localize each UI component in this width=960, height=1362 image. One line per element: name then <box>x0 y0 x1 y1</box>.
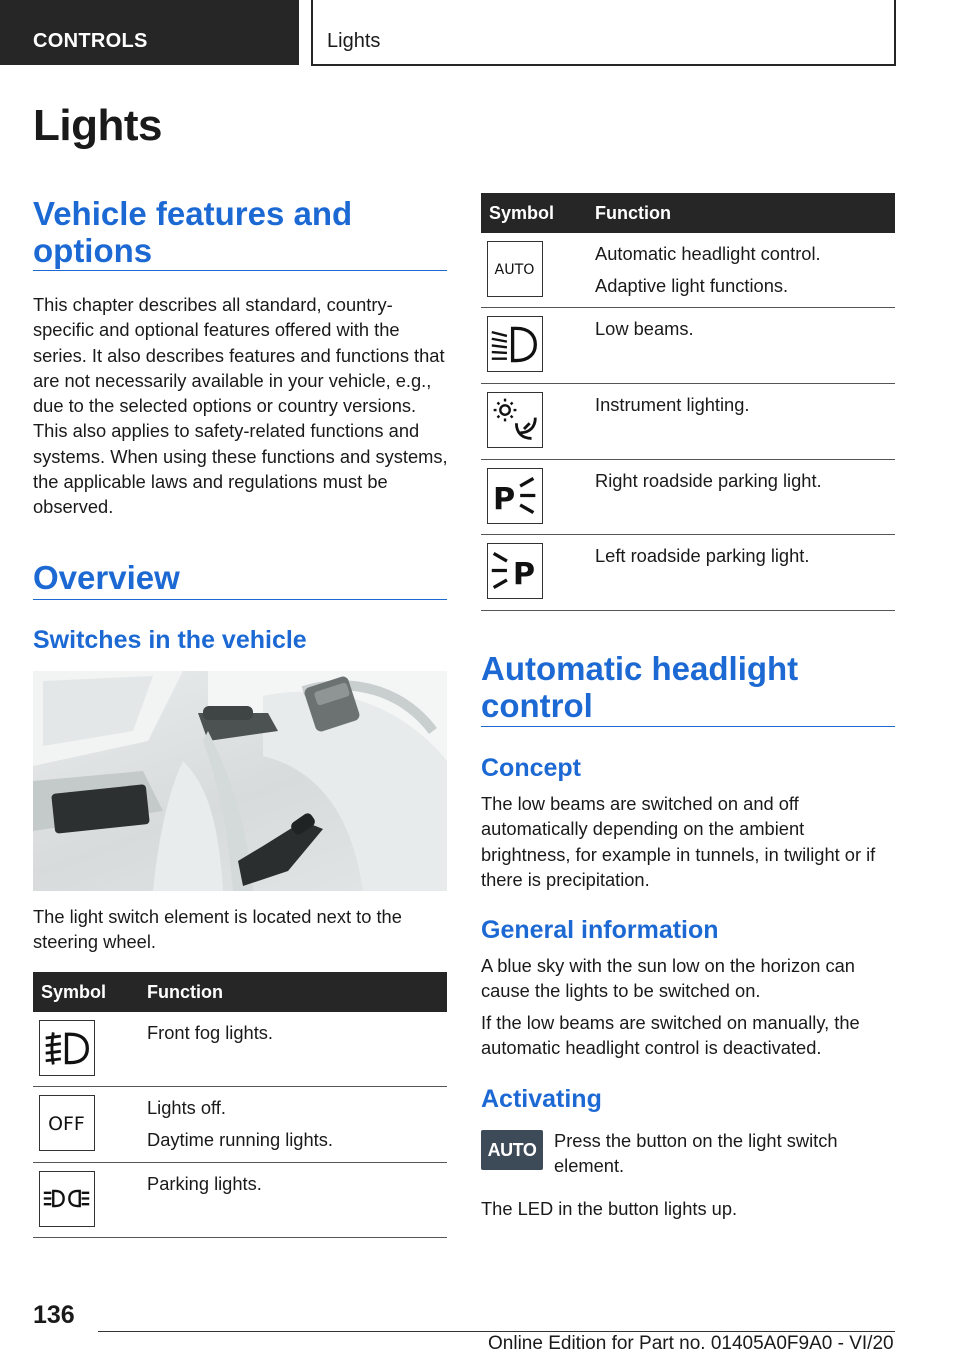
function-text: Instrument lighting. <box>595 394 750 415</box>
heading-automatic-headlight: Automatic headlight control <box>481 650 799 724</box>
low-beams-icon <box>487 316 543 372</box>
left-parking-light-icon <box>487 543 543 599</box>
function-text: Front fog lights. <box>147 1022 273 1043</box>
front-fog-lights-icon <box>39 1020 95 1076</box>
footer-edition: Online Edition for Part no. 01405A0F9A0 - VI/20 <box>488 1333 894 1354</box>
right-parking-light-icon <box>487 468 543 524</box>
page-title: Lights <box>33 101 162 150</box>
function-text: Low beams. <box>595 318 694 339</box>
heading-rule <box>33 270 447 271</box>
heading-switches: Switches in the vehicle <box>33 626 307 654</box>
heading-vehicle-features: Vehicle features and options <box>33 195 353 269</box>
function-text: Left roadside parking light. <box>595 545 810 566</box>
table-row <box>481 535 895 611</box>
heading-activating: Activating <box>481 1085 602 1113</box>
footer-rule <box>98 1331 895 1332</box>
table-row <box>481 233 895 308</box>
table-row <box>481 308 895 384</box>
table-row <box>33 1087 447 1163</box>
function-text: Daytime running lights. <box>147 1129 333 1150</box>
photo-caption: The light switch element is located next to the steering wheel. <box>33 906 402 953</box>
auto-button-icon: AUTO <box>481 1130 543 1170</box>
parking-lights-icon <box>39 1171 95 1227</box>
column-header-symbol: Symbol <box>41 982 107 1002</box>
table-header <box>481 193 895 233</box>
function-text: Parking lights. <box>147 1173 262 1194</box>
table-row <box>33 1163 447 1238</box>
intro-paragraph: This chapter describes all standard, country-specific and optional features offered with the series. It also describes features and functions that are not necessarily available in your vehicle, e.g., due to the selected options or country versions. This also applies to safety-related functions and systems. When using these functions and systems, the applicable laws and regulations must be observed. <box>33 294 448 518</box>
table-row <box>33 1012 447 1087</box>
light-switch-photo <box>33 671 447 891</box>
heading-overview: Overview <box>33 559 180 596</box>
auto-icon <box>487 241 543 297</box>
topic-label: Lights <box>327 30 381 52</box>
topic-tab <box>311 0 896 66</box>
heading-general-information: General information <box>481 916 719 944</box>
column-header-function: Function <box>147 982 223 1002</box>
table-row <box>481 384 895 460</box>
concept-paragraph: The low beams are switched on and off automatically depending on the ambient brightness, for example in tunnels, in twilight or if there is precipitation. <box>481 793 876 890</box>
section-tab <box>0 0 299 65</box>
column-header-symbol: Symbol <box>489 203 555 223</box>
symbol-table-right <box>481 193 895 611</box>
heading-rule <box>481 726 895 727</box>
table-header <box>33 972 447 1012</box>
function-text: Automatic headlight control. <box>595 243 821 264</box>
heading-rule <box>33 599 447 600</box>
svg-text:P: P <box>512 556 536 592</box>
symbol-table-left <box>33 972 447 1238</box>
general-paragraph: If the low beams are switched on manually, the automatic headlight control is deactivated. <box>481 1012 860 1059</box>
svg-text:P: P <box>492 481 516 517</box>
led-paragraph: The LED in the button lights up. <box>481 1198 738 1219</box>
column-header-function: Function <box>595 203 671 223</box>
page-number: 136 <box>33 1301 75 1329</box>
function-text: Adaptive light functions. <box>595 275 789 296</box>
function-text: Lights off. <box>147 1097 226 1118</box>
instrument-lighting-icon <box>487 392 543 448</box>
function-text: Right roadside parking light. <box>595 470 822 491</box>
activating-paragraph: Press the button on the light switch element. <box>554 1130 838 1177</box>
svg-text:AUTO: AUTO <box>494 262 535 279</box>
table-row <box>481 460 895 535</box>
svg-text:OFF: OFF <box>48 1113 85 1136</box>
section-label: CONTROLS <box>33 30 148 52</box>
general-paragraph: A blue sky with the sun low on the horizon can cause the lights to be switched on. <box>481 955 855 1002</box>
off-icon <box>39 1095 95 1151</box>
heading-concept: Concept <box>481 754 581 782</box>
